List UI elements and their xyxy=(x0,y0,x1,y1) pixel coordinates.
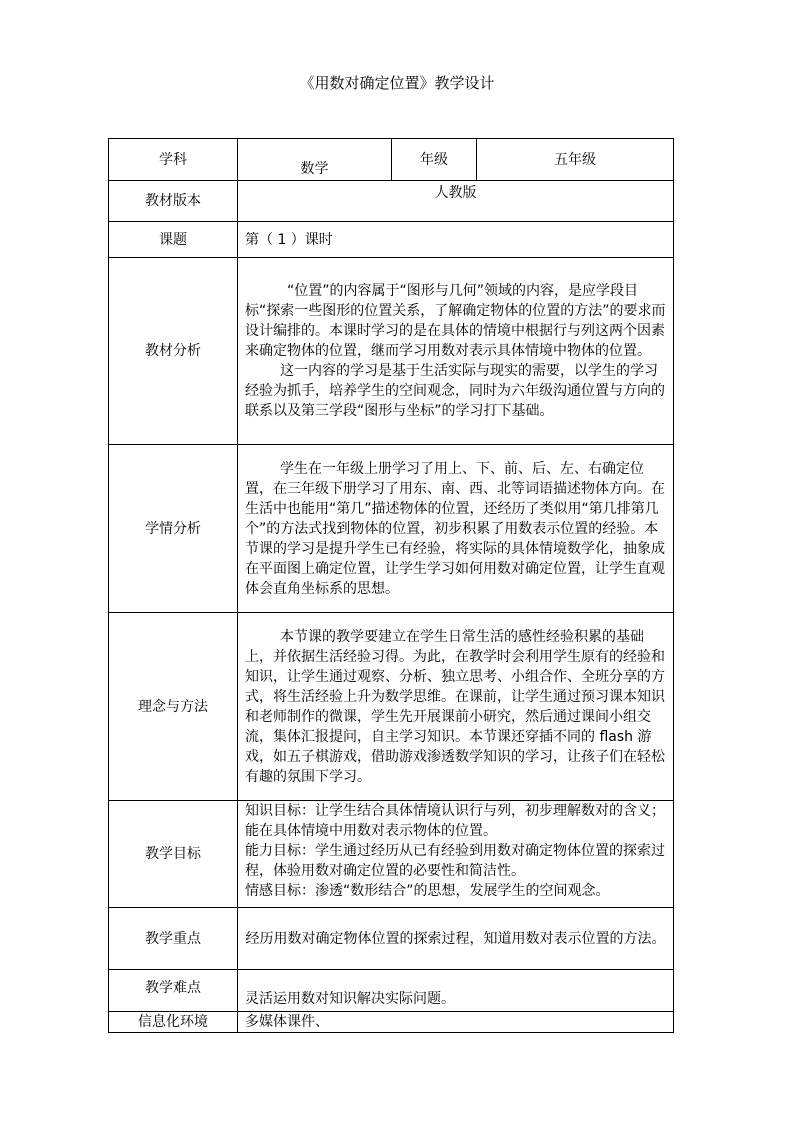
row-subject xyxy=(109,139,674,181)
topic-label: 课题 xyxy=(109,222,238,258)
edition-value: 人教版 xyxy=(238,181,674,222)
row-env xyxy=(109,1012,674,1033)
row-topic xyxy=(109,222,674,258)
material-paragraph-1: “位置”的内容属于“图形与几何”领域的内容，是应学段目标“探索一些图形的位置关系，了解确定物体的位置的方法”的要求而设计编排的。本课时学习的是在具体的情境中根据行与列这两个因素来确定物体的位置，继而学习用数对表示具体情境中物体的位置。 xyxy=(245,283,666,359)
goal-knowledge: 知识目标：让学生结合具体情境认识行与列，初步理解数对的含义；能在具体情境中用数对表示物体的位置。 xyxy=(245,803,665,839)
env-value: 多媒体课件、 xyxy=(238,1012,674,1033)
method-label: 理念与方法 xyxy=(109,613,238,801)
row-students xyxy=(109,445,674,613)
row-material xyxy=(109,258,674,445)
material-label: 教材分析 xyxy=(109,258,238,445)
row-edition xyxy=(109,181,674,222)
students-label: 学情分析 xyxy=(109,445,238,613)
subject-value: 数学 xyxy=(300,160,329,177)
key-label: 教学重点 xyxy=(109,908,238,970)
row-difficulty xyxy=(109,970,674,1012)
edition-label: 教材版本 xyxy=(109,181,238,222)
goal-ability: 能力目标：学生通过经历从已有经验到用数对确定物体位置的探索过程，体验用数对确定位置的必要性和简洁性。 xyxy=(245,843,665,879)
row-method xyxy=(109,613,674,801)
goals-label: 教学目标 xyxy=(109,801,238,908)
env-label: 信息化环境 xyxy=(109,1012,238,1033)
key-value: 经历用数对确定物体位置的探索过程，知道用数对表示位置的方法。 xyxy=(238,908,674,970)
students-paragraph: 学生在一年级上册学习了用上、下、前、后、左、右确定位置，在三年级下册学习了用东、南、西、北等词语描述物体方向。在生活中也能用“第几”描述物体的位置，还经历了类似用“第几排第几个”的方法式找到物体的位置，初步积累了用数表示位置的经验。本节课的学习是提升学生已有经验，将实际的具体情境数学化，抽象成在平面图上确定位置，让学生学习如何用数对确定位置，让学生直观体会直角坐标系的思想。 xyxy=(245,460,665,597)
row-goals xyxy=(109,801,674,908)
goal-emotion: 情感目标：渗透“数形结合”的思想，发展学生的空间观念。 xyxy=(245,883,610,899)
document-title: 《用数对确定位置》教学设计 xyxy=(299,74,495,92)
lesson-plan-table xyxy=(108,138,674,1033)
material-paragraph-2: 这一内容的学习是基于生活实际与现实的需要，以学生的学习经验为抓手，培养学生的空间观念，同时为六年级沟通位置与方向的联系以及第三学段“图形与坐标”的学习打下基础。 xyxy=(245,363,665,419)
grade-value: 五年级 xyxy=(477,139,674,181)
row-key xyxy=(109,908,674,970)
method-paragraph: 本节课的教学要建立在学生日常生活的感性经验积累的基础上，并依据生活经验习得。为此，在教学时会利用学生原有的经验和知识，让学生通过观察、分析、独立思考、小组合作、全班分享的方式，将生活经验上升为数学思维。在课前，让学生通过预习课本知识和老师制作的微课，学生先开展课前小研究，然后通过课间小组交流，集体汇报提问，自主学习知识。本节课还穿插不同的 flash 游戏，如五子棋游戏，借助游戏渗透数学知识的学习，让孩子们在轻松有趣的氛围下学习。 xyxy=(245,628,665,785)
topic-value: 第（ 1 ）课时 xyxy=(238,222,674,258)
difficulty-label: 教学难点 xyxy=(109,970,238,1012)
grade-label: 年级 xyxy=(392,139,477,181)
subject-label: 学科 xyxy=(109,139,238,181)
difficulty-value: 灵活运用数对知识解决实际问题。 xyxy=(238,970,674,1012)
